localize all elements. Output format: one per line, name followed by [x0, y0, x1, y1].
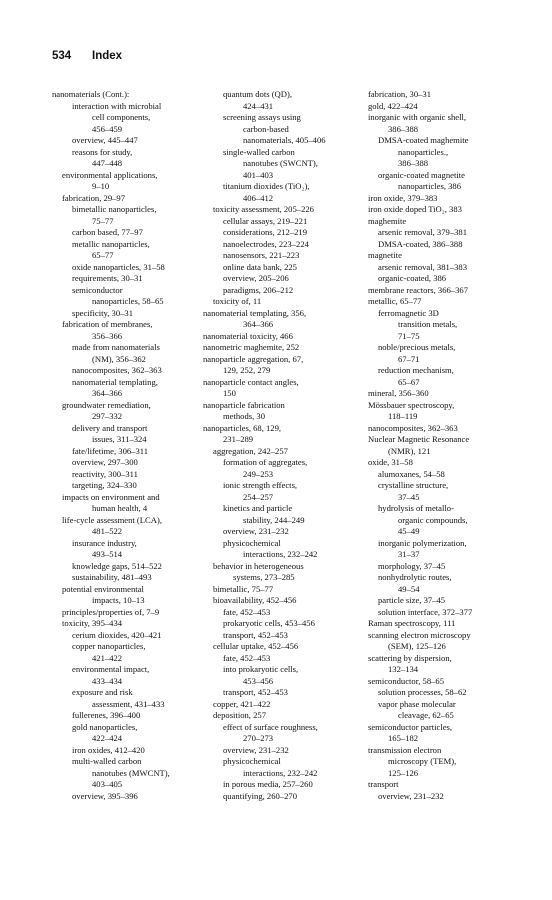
index-entry: delivery and transport [72, 422, 148, 433]
index-entry: prokaryotic cells, 453–456 [223, 618, 315, 628]
index-entry: morphology, 37–45 [378, 560, 446, 571]
index-entry: nanomaterials (Cont.): [52, 89, 130, 99]
index-entry: ionic strength effects, [223, 480, 298, 490]
index-entry: into prokaryotic cells, [223, 664, 299, 674]
index-entry: 364–366 [243, 319, 274, 329]
index-entry: fabrication, 30–31 [368, 89, 432, 99]
index-entry: transport [368, 779, 399, 789]
index-entry: 165–182 [388, 733, 419, 743]
index-entry: overview, 205–206 [223, 273, 289, 283]
index-entry: quantum dots (QD), [223, 89, 292, 99]
index-entry: semiconductor particles, [368, 721, 452, 732]
index-entry: exposure and risk [72, 687, 133, 697]
index-entry: transition metals, [398, 319, 458, 329]
index-entry: cerium dioxides, 420–421 [72, 629, 162, 640]
index-entry: organic-coated magnetite [378, 169, 465, 180]
index-entry: membrane reactors, 366–367 [368, 284, 468, 295]
index-entry: 31–37 [398, 549, 420, 559]
index-entry: iron oxides, 412–420 [72, 744, 145, 755]
index-entry: nanotubes (MWCNT), [92, 767, 170, 778]
index-entry: hydrolysis of metallo- [378, 503, 454, 513]
index-entry: nanomaterial toxicity, 466 [203, 330, 293, 341]
page-title: Index [92, 50, 123, 62]
index-entry: overview, 445–447 [72, 135, 138, 145]
index-entry: nonhydrolytic routes, [378, 572, 452, 582]
index-entry: overview, 395–396 [72, 790, 138, 801]
index-entry: requirements, 30–31 [72, 273, 143, 283]
index-entry: multi-walled carbon [72, 756, 142, 766]
index-entry: alumoxanes, 54–58 [378, 468, 445, 479]
page-header [52, 50, 122, 62]
index-entry: carbon based, 77–97 [72, 227, 143, 237]
index-entry: transport, 452–453 [223, 687, 288, 697]
index-entry: overview, 231–232 [223, 526, 289, 536]
index-entry: kinetics and particle [223, 503, 293, 513]
index-entry: organic compounds, [398, 514, 468, 525]
index-entry: nanoparticles, 68, 129, [203, 422, 282, 433]
index-entry: 297–332 [92, 411, 123, 421]
index-entry: 386–388 [388, 123, 419, 134]
index-entry: nanosensors, 221–223 [223, 250, 300, 260]
index-entry: 65–67 [398, 376, 420, 387]
index-entry: groundwater remediation, [62, 399, 151, 410]
index-entry: DMSA-coated maghemite [378, 135, 469, 145]
index-entry: human health, 4 [92, 503, 148, 513]
index-entry: physicochemical [223, 537, 281, 548]
index-entry: maghemite [368, 215, 407, 226]
index-entry: 481–522 [92, 526, 123, 536]
index-entry: magnetite [368, 250, 402, 260]
index-entry: bimetallic nanoparticles, [72, 204, 157, 214]
index-entry: scanning electron microscopy [368, 629, 471, 640]
index-entry: solution interface, 372–377 [378, 606, 473, 617]
index-entry: titanium dioxides (TiO₂), [223, 181, 310, 191]
index-entry: inorganic polymerization, [378, 537, 467, 548]
index-entry: methods, 30 [223, 411, 266, 421]
index-entry: 386–388 [398, 158, 429, 168]
index-entry: 422–424 [92, 733, 123, 743]
index-entry: Raman spectroscopy, 111 [368, 618, 456, 628]
index-entry: 231–289 [223, 434, 254, 444]
index-entry: semiconductor, 58–65 [368, 675, 445, 686]
index-entry: paradigms, 206–212 [223, 284, 294, 295]
index-entry: (NM), 356–362 [92, 353, 146, 364]
index-entry: fate, 452–453 [223, 652, 271, 663]
index-entry: bioavailability, 452–456 [213, 595, 297, 605]
index-entry: deposition, 257 [213, 710, 266, 720]
index-entry: nanocomposites, 362–363 [72, 365, 162, 375]
index-entry: 129, 252, 279 [223, 365, 271, 375]
index-entry: nanoparticle aggregation, 67, [203, 353, 304, 364]
index-entry: particle size, 37–45 [378, 595, 446, 605]
index-entry: nanoparticle contact angles, [203, 376, 299, 387]
index-entry: 249–253 [243, 468, 274, 479]
index-entry: noble/precious metals, [378, 342, 456, 352]
index-entry: targeting, 324–330 [72, 480, 137, 490]
index-column-1 [52, 89, 212, 802]
index-entry: Mössbauer spectroscopy, [368, 399, 455, 410]
index-entry: nanomaterial templating, 356, [203, 307, 307, 318]
index-entry: iron oxide, 379–383 [368, 192, 438, 203]
index-entry: semiconductor [72, 284, 123, 295]
index-entry: 65–77 [92, 250, 114, 260]
index-entry: knowledge gaps, 514–522 [72, 560, 162, 571]
index-entry: formation of aggregates, [223, 457, 308, 467]
index-entry: 67–71 [398, 353, 420, 364]
index-entry: impacts, 10–13 [92, 595, 145, 605]
index-entry: 424–431 [243, 100, 274, 111]
index-entry: 421–422 [92, 652, 123, 663]
index-entry: issues, 311–324 [92, 434, 147, 444]
index-entry: mineral, 356–360 [368, 388, 429, 398]
index-entry: quantifying, 260–270 [223, 790, 297, 801]
index-entry: 75–77 [92, 215, 114, 226]
index-entry: environmental impact, [72, 664, 150, 674]
index-entry: fabrication, 29–97 [62, 192, 126, 203]
page-number: 534 [52, 50, 72, 62]
index-entry: aggregation, 242–257 [213, 445, 288, 456]
index-entry: arsenic removal, 381–383 [378, 261, 468, 272]
index-entry: cellular uptake, 452–456 [213, 641, 299, 651]
index-entry: nanoparticle fabrication [203, 399, 285, 410]
index-entry: single-walled carbon [223, 146, 295, 157]
index-entry: life-cycle assessment (LCA), [62, 514, 162, 525]
index-entry: 364–366 [92, 388, 123, 398]
index-entry: 9–10 [92, 181, 110, 191]
index-entry: 406–412 [243, 192, 274, 203]
index-entry: metallic nanoparticles, [72, 238, 150, 249]
index-entry: nanotubes (SWCNT), [243, 158, 318, 168]
index-entry: reduction mechanism, [378, 365, 454, 375]
index-entry: physicochemical [223, 756, 281, 766]
index-entry: environmental applications, [62, 169, 158, 180]
index-entry: nanometric maghemite, 252 [203, 342, 300, 352]
index-entry: cellular assays, 219–221 [223, 215, 308, 226]
index-entry: 132–134 [388, 664, 419, 674]
index-entry: 456–459 [92, 123, 123, 134]
index-entry: Nuclear Magnetic Resonance [368, 434, 470, 444]
index-entry: 125–126 [388, 767, 419, 778]
index-entry: sustainability, 481–493 [72, 572, 152, 582]
index-entry: reactivity, 300–311 [72, 468, 138, 479]
index-entry: DMSA-coated, 386–388 [378, 238, 463, 249]
index-entry: fate/lifetime, 306–311 [72, 445, 149, 456]
index-entry: interactions, 232–242 [243, 549, 318, 559]
index-entry: interaction with microbial [72, 100, 162, 111]
index-entry: nanoparticles, 58–65 [92, 296, 164, 306]
index-entry: nanoparticles, 386 [398, 181, 462, 191]
index-entry: ferromagnetic 3D [378, 307, 439, 318]
index-entry: oxide nanoparticles, 31–58 [72, 261, 165, 272]
index-entry: copper nanoparticles, [72, 641, 146, 651]
index-entry: fabrication of membranes, [62, 319, 153, 329]
index-entry: potential environmental [62, 583, 144, 594]
index-entry: principles/properties of, 7–9 [62, 606, 160, 617]
index-entry: fullerenes, 396–400 [72, 710, 141, 720]
index-entry: toxicity of, 11 [213, 296, 262, 306]
index-entry: transport, 452–453 [223, 629, 288, 640]
index-entry: carbon-based [243, 123, 289, 134]
index-entry: online data bank, 225 [223, 261, 297, 272]
index-entry: copper, 421–422 [213, 698, 271, 709]
index-entry: nanoparticles., [398, 146, 449, 157]
index-column-3 [368, 89, 528, 802]
index-entry: gold, 422–424 [368, 100, 418, 111]
index-entry: toxicity, 395–434 [62, 618, 123, 628]
index-entry: reasons for study, [72, 146, 133, 157]
index-entry: overview, 231–232 [378, 790, 444, 801]
index-entry: insurance industry, [72, 537, 137, 548]
index-entry: screening assays using [223, 112, 301, 122]
index-entry: cell components, [92, 112, 151, 122]
index-column-2 [203, 89, 363, 802]
index-entry: toxicity assessment, 205–226 [213, 204, 314, 214]
index-entry: nanocomposites, 362–363 [368, 422, 458, 433]
index-entry: effect of surface roughness, [223, 721, 318, 732]
index-entry: in porous media, 257–260 [223, 779, 313, 789]
index-entry: overview, 297–300 [72, 457, 138, 467]
index-entry: 447–448 [92, 158, 123, 168]
index-entry: cleavage, 62–65 [398, 710, 454, 720]
index-entry: 401–403 [243, 169, 274, 180]
index-entry: 254–257 [243, 491, 274, 502]
index-entry: (NMR), 121 [388, 445, 431, 456]
index-entry: impacts on environment and [62, 491, 160, 502]
index-entry: (SEM), 125–126 [388, 641, 446, 651]
index-entry: made from nanomaterials [72, 342, 160, 352]
index-entry: 403–405 [92, 779, 123, 789]
index-entry: considerations, 212–219 [223, 227, 308, 237]
index-entry: specificity, 30–31 [72, 307, 134, 318]
index-entry: metallic, 65–77 [368, 296, 422, 306]
index-entry: scattering by dispersion, [368, 652, 452, 663]
index-entry: transmission electron [368, 744, 442, 755]
index-entry: nanomaterial templating, [72, 376, 158, 387]
index-entry: 433–434 [92, 675, 123, 686]
index-entry: fate, 452–453 [223, 606, 271, 617]
index-entry: crystalline structure, [378, 480, 449, 490]
index-entry: 118–119 [388, 411, 418, 421]
index-entry: arsenic removal, 379–381 [378, 227, 468, 237]
index-entry: systems, 273–285 [233, 572, 295, 582]
index-entry: 37–45 [398, 491, 420, 502]
index-entry: nanomaterials, 405–406 [243, 135, 326, 145]
index-entry: assessment, 431–433 [92, 698, 165, 709]
index-entry: 270–273 [243, 733, 274, 743]
index-entry: bimetallic, 75–77 [213, 583, 274, 594]
index-entry: 49–54 [398, 583, 420, 594]
index-entry: 493–514 [92, 549, 123, 559]
index-entry: solution processes, 58–62 [378, 687, 467, 697]
index-entry: overview, 231–232 [223, 744, 289, 755]
index-entry: oxide, 31–58 [368, 457, 413, 467]
index-entry: microscopy (TEM), [388, 756, 457, 766]
index-entry: nanoelectrodes, 223–224 [223, 238, 309, 249]
index-entry: behavior in heterogeneous [213, 560, 304, 571]
index-entry: 453–456 [243, 675, 274, 686]
index-entry: stability, 244–249 [243, 514, 305, 525]
index-entry: 45–49 [398, 526, 420, 536]
index-entry: vapor phase molecular [378, 698, 456, 709]
index-entry: 71–75 [398, 330, 420, 341]
index-entry: organic-coated, 386 [378, 273, 447, 283]
index-entry: interactions, 232–242 [243, 767, 318, 778]
index-entry: 356–366 [92, 330, 123, 341]
index-entry: gold nanoparticles, [72, 721, 138, 732]
index-entry: iron oxide doped TiO₂, 383 [368, 204, 462, 214]
index-entry: 150 [223, 388, 236, 398]
index-entry: inorganic with organic shell, [368, 112, 467, 122]
